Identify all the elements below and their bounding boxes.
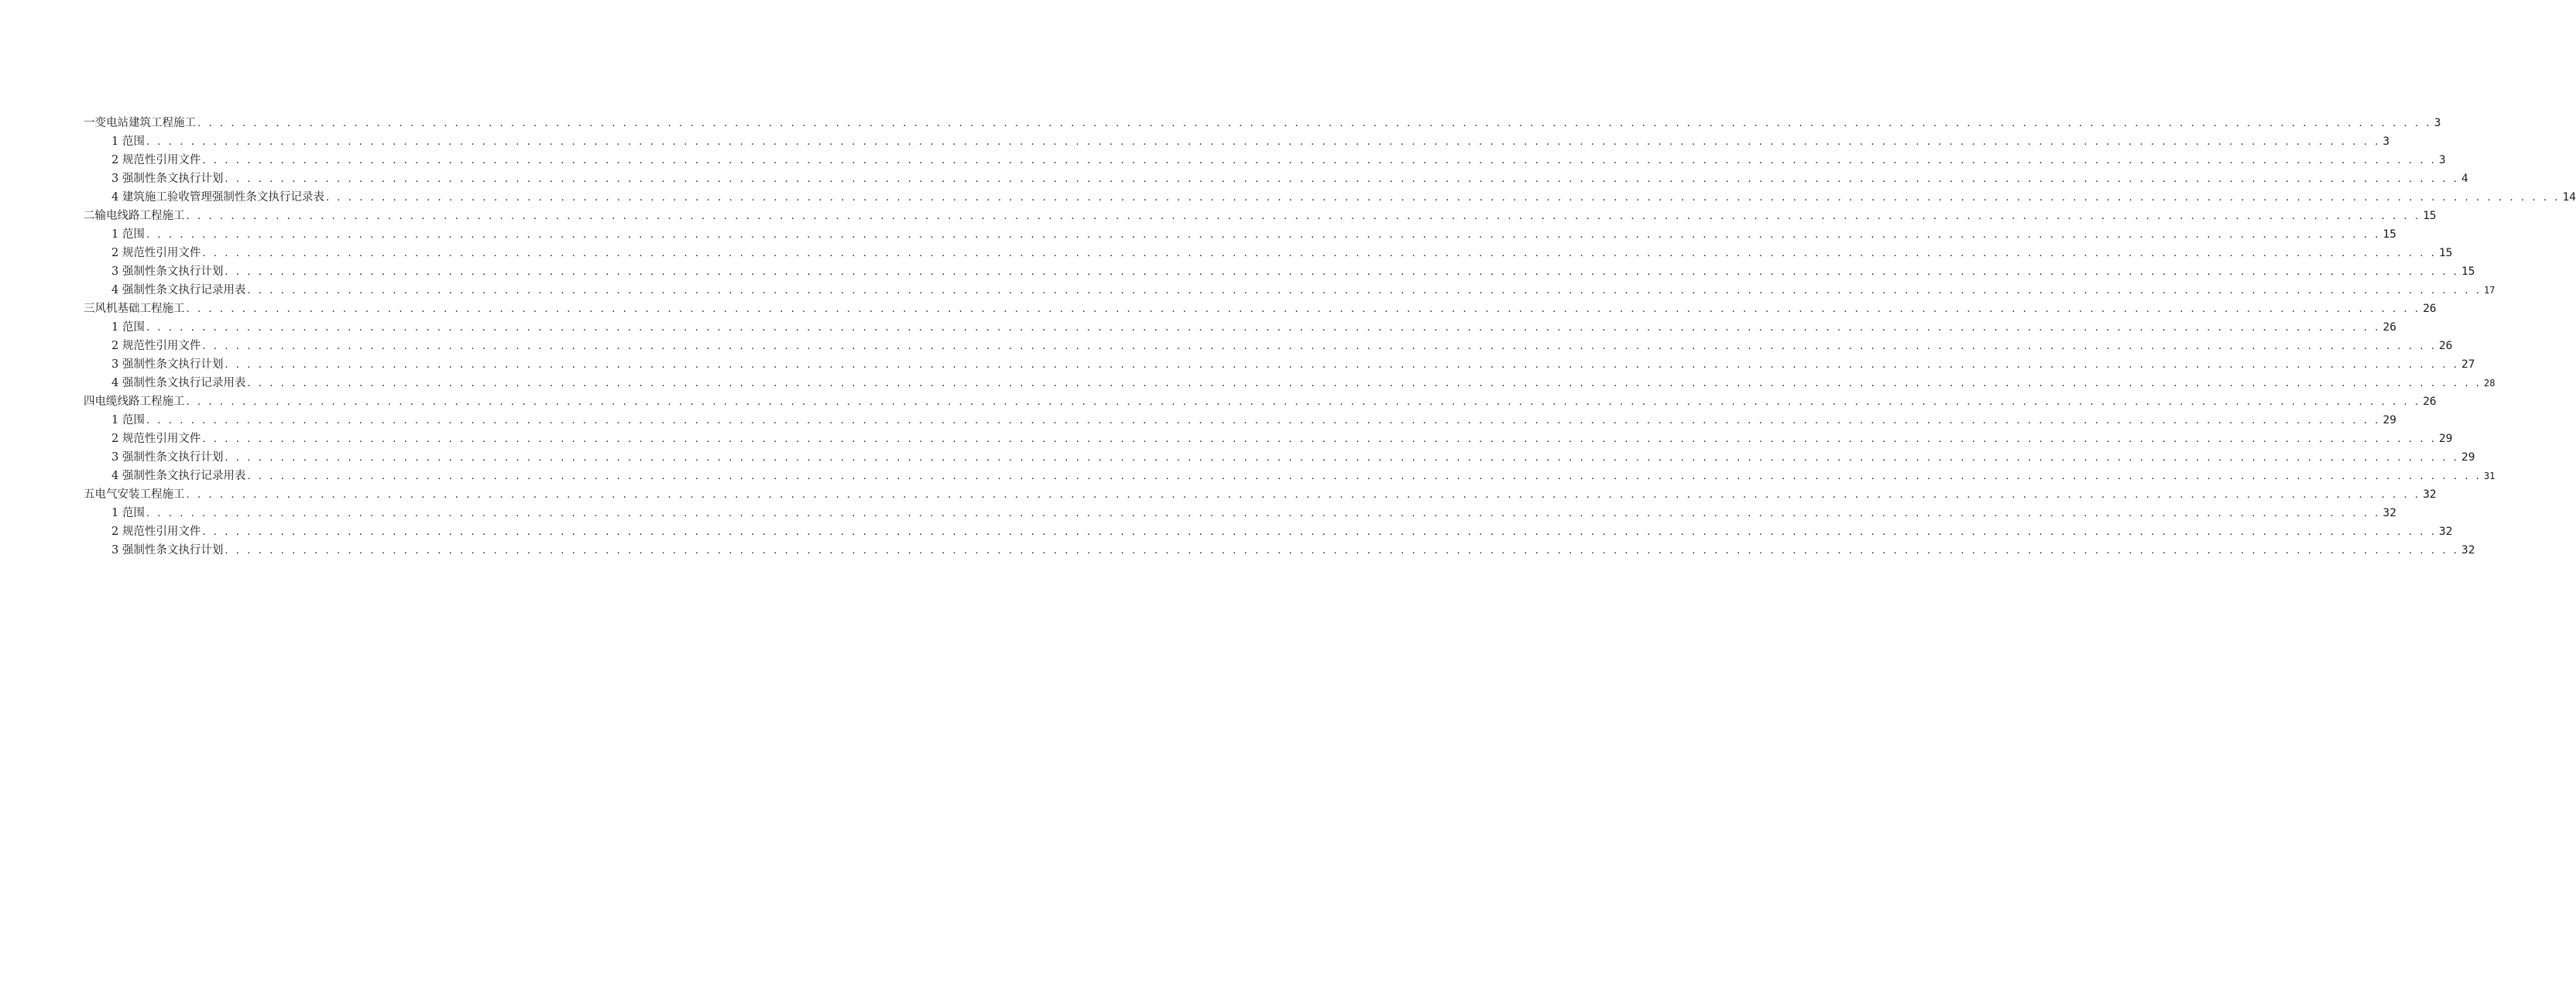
toc-subsection-entry[interactable] <box>84 355 2475 374</box>
toc-entry-title: 1 范围 <box>111 135 145 148</box>
dot-leader: . . . . . . . . . . . . . . . . . . . . . . . . . . . . . . . . . . . . . . . . . . . . . . . . . . . . . . . . . . . . . . . . . . . . . . . . . . . . . . . . . . . . . . . . . . . . . . . . . . . . . . . . . . . . . . . . . . . . . . . . . . . . . . . . . . . . . . . . . . . . . . . . . . . . . . . . . . . . . . . . . . . . . . . . . . . . . . . . . . . . . . . . . . . . . . . . . . . . . . . . <box>247 471 2482 482</box>
dot-leader: . . . . . . . . . . . . . . . . . . . . . . . . . . . . . . . . . . . . . . . . . . . . . . . . . . . . . . . . . . . . . . . . . . . . . . . . . . . . . . . . . . . . . . . . . . . . . . . . . . . . . . . . . . . . . . . . . . . . . . . . . . . . . . . . . . . . . . . . . . . . . . . . . . . . . . . . . . . . . . . . . . . . . . . . . . . . . . . . . . . . . . . . . . . . . . . . . . . . . . . . <box>202 155 2437 166</box>
toc-subsection-entry[interactable] <box>84 541 2475 560</box>
toc-subsection-entry[interactable] <box>84 225 2397 244</box>
toc-subsection-entry[interactable] <box>84 170 2468 188</box>
toc-subsection-entry[interactable] <box>84 244 2453 262</box>
dot-leader: . . . . . . . . . . . . . . . . . . . . . . . . . . . . . . . . . . . . . . . . . . . . . . . . . . . . . . . . . . . . . . . . . . . . . . . . . . . . . . . . . . . . . . . . . . . . . . . . . . . . . . . . . . . . . . . . . . . . . . . . . . . . . . . . . . . . . . . . . . . . . . . . . . . . . . . . . . . . . . . . . . . . . . . . . . . . . . . . . . . . . . . . . . . . . . . . . . . . . . . . <box>202 526 2437 538</box>
toc-subsection-entry[interactable] <box>84 188 2576 207</box>
toc-entry-title: 3 强制性条文执行计划 <box>111 265 224 278</box>
toc-page-number: 15 <box>2382 228 2397 241</box>
dot-leader: . . . . . . . . . . . . . . . . . . . . . . . . . . . . . . . . . . . . . . . . . . . . . . . . . . . . . . . . . . . . . . . . . . . . . . . . . . . . . . . . . . . . . . . . . . . . . . . . . . . . . . . . . . . . . . . . . . . . . . . . . . . . . . . . . . . . . . . . . . . . . . . . . . . . . . . . . . . . . . . . . . . . . . . . . . . . . . . . . . . . . . . . . . . . . . . . . . . . . . . . <box>202 248 2437 259</box>
toc-entry-title: 2 规范性引用文件 <box>111 154 201 166</box>
toc-page-number: 26 <box>2423 303 2437 315</box>
dot-leader: . . . . . . . . . . . . . . . . . . . . . . . . . . . . . . . . . . . . . . . . . . . . . . . . . . . . . . . . . . . . . . . . . . . . . . . . . . . . . . . . . . . . . . . . . . . . . . . . . . . . . . . . . . . . . . . . . . . . . . . . . . . . . . . . . . . . . . . . . . . . . . . . . . . . . . . . . . . . . . . . . . . . . . . . . . . . . . . . . . . . . . . . . . . . . . . . . . . . . . . . <box>146 229 2381 241</box>
dot-leader: . . . . . . . . . . . . . . . . . . . . . . . . . . . . . . . . . . . . . . . . . . . . . . . . . . . . . . . . . . . . . . . . . . . . . . . . . . . . . . . . . . . . . . . . . . . . . . . . . . . . . . . . . . . . . . . . . . . . . . . . . . . . . . . . . . . . . . . . . . . . . . . . . . . . . . . . . . . . . . . . . . . . . . . . . . . . . . . . . . . . . . . . . . . . . . . . . . . . . . . . <box>225 266 2460 278</box>
toc-page-number: 26 <box>2423 396 2437 408</box>
dot-leader: . . . . . . . . . . . . . . . . . . . . . . . . . . . . . . . . . . . . . . . . . . . . . . . . . . . . . . . . . . . . . . . . . . . . . . . . . . . . . . . . . . . . . . . . . . . . . . . . . . . . . . . . . . . . . . . . . . . . . . . . . . . . . . . . . . . . . . . . . . . . . . . . . . . . . . . . . . . . . . . . . . . . . . . . . . . . . . . . . . . . . . . . . . . . . . . . . . . . . . . . <box>202 433 2437 445</box>
dot-leader: . . . . . . . . . . . . . . . . . . . . . . . . . . . . . . . . . . . . . . . . . . . . . . . . . . . . . . . . . . . . . . . . . . . . . . . . . . . . . . . . . . . . . . . . . . . . . . . . . . . . . . . . . . . . . . . . . . . . . . . . . . . . . . . . . . . . . . . . . . . . . . . . . . . . . . . . . . . . . . . . . . . . . . . . . . . . . . . . . . . . . . . . . . . . . . . . . . . . . . . . <box>146 322 2381 334</box>
toc-entry-title: 1 范围 <box>111 414 145 426</box>
dot-leader: . . . . . . . . . . . . . . . . . . . . . . . . . . . . . . . . . . . . . . . . . . . . . . . . . . . . . . . . . . . . . . . . . . . . . . . . . . . . . . . . . . . . . . . . . . . . . . . . . . . . . . . . . . . . . . . . . . . . . . . . . . . . . . . . . . . . . . . . . . . . . . . . . . . . . . . . . . . . . . . . . . . . . . . . . . . . . . . . . . . . . . . . . . . . . . . . . . . . . . . . <box>325 192 2561 204</box>
toc-entry-title: 3 强制性条文执行计划 <box>111 544 224 557</box>
toc-page-number: 4 <box>2461 173 2468 185</box>
toc-subsection-entry[interactable] <box>84 151 2446 170</box>
toc-page-number: 32 <box>2461 544 2475 557</box>
dot-leader: . . . . . . . . . . . . . . . . . . . . . . . . . . . . . . . . . . . . . . . . . . . . . . . . . . . . . . . . . . . . . . . . . . . . . . . . . . . . . . . . . . . . . . . . . . . . . . . . . . . . . . . . . . . . . . . . . . . . . . . . . . . . . . . . . . . . . . . . . . . . . . . . . . . . . . . . . . . . . . . . . . . . . . . . . . . . . . . . . . . . . . . . . . . . . . . . . . . . . . . . <box>202 341 2437 352</box>
toc-entry-title: 1 范围 <box>111 507 145 519</box>
toc-entry-title: 2 规范性引用文件 <box>111 526 201 538</box>
toc-entry-title: 4 强制性条文执行记录用表 <box>111 284 246 296</box>
toc-page-number: 3 <box>2382 135 2390 148</box>
toc-page-number: 29 <box>2439 433 2453 445</box>
toc-entry-title: 4 强制性条文执行记录用表 <box>111 377 246 389</box>
dot-leader: . . . . . . . . . . . . . . . . . . . . . . . . . . . . . . . . . . . . . . . . . . . . . . . . . . . . . . . . . . . . . . . . . . . . . . . . . . . . . . . . . . . . . . . . . . . . . . . . . . . . . . . . . . . . . . . . . . . . . . . . . . . . . . . . . . . . . . . . . . . . . . . . . . . . . . . . . . . . . . . . . . . . . . . . . . . . . . . . . . . . . . . . . . . . . . . . . . . . . . . . <box>225 452 2460 464</box>
dot-leader: . . . . . . . . . . . . . . . . . . . . . . . . . . . . . . . . . . . . . . . . . . . . . . . . . . . . . . . . . . . . . . . . . . . . . . . . . . . . . . . . . . . . . . . . . . . . . . . . . . . . . . . . . . . . . . . . . . . . . . . . . . . . . . . . . . . . . . . . . . . . . . . . . . . . . . . . . . . . . . . . . . . . . . . . . . . . . . . . . . . . . . . . . . . . . . . . . . . . . . . . <box>186 489 2421 501</box>
toc-section-entry[interactable] <box>84 392 2437 411</box>
toc-page-number: 14 <box>2562 191 2576 204</box>
toc-subsection-entry[interactable] <box>84 318 2397 337</box>
dot-leader: . . . . . . . . . . . . . . . . . . . . . . . . . . . . . . . . . . . . . . . . . . . . . . . . . . . . . . . . . . . . . . . . . . . . . . . . . . . . . . . . . . . . . . . . . . . . . . . . . . . . . . . . . . . . . . . . . . . . . . . . . . . . . . . . . . . . . . . . . . . . . . . . . . . . . . . . . . . . . . . . . . . . . . . . . . . . . . . . . . . . . . . . . . . . . . . . . . . . . . . . <box>247 378 2482 389</box>
dot-leader: . . . . . . . . . . . . . . . . . . . . . . . . . . . . . . . . . . . . . . . . . . . . . . . . . . . . . . . . . . . . . . . . . . . . . . . . . . . . . . . . . . . . . . . . . . . . . . . . . . . . . . . . . . . . . . . . . . . . . . . . . . . . . . . . . . . . . . . . . . . . . . . . . . . . . . . . . . . . . . . . . . . . . . . . . . . . . . . . . . . . . . . . . . . . . . . . . . . . . . . . <box>225 359 2460 371</box>
toc-entry-title: 2 规范性引用文件 <box>111 247 201 259</box>
toc-page-number: 32 <box>2423 488 2437 501</box>
toc-entry-title: 3 强制性条文执行计划 <box>111 358 224 371</box>
dot-leader: . . . . . . . . . . . . . . . . . . . . . . . . . . . . . . . . . . . . . . . . . . . . . . . . . . . . . . . . . . . . . . . . . . . . . . . . . . . . . . . . . . . . . . . . . . . . . . . . . . . . . . . . . . . . . . . . . . . . . . . . . . . . . . . . . . . . . . . . . . . . . . . . . . . . . . . . . . . . . . . . . . . . . . . . . . . . . . . . . . . . . . . . . . . . . . . . . . . . . . . . <box>186 303 2421 315</box>
toc-page-number: 3 <box>2439 154 2446 166</box>
toc-entry-title: 3 强制性条文执行计划 <box>111 451 224 464</box>
toc-entry-title: 四电缆线路工程施工 <box>84 396 185 408</box>
toc-entry-title: 2 规范性引用文件 <box>111 433 201 445</box>
toc-page-number: 15 <box>2423 210 2437 222</box>
toc-entry-title: 二输电线路工程施工 <box>84 210 185 222</box>
dot-leader: . . . . . . . . . . . . . . . . . . . . . . . . . . . . . . . . . . . . . . . . . . . . . . . . . . . . . . . . . . . . . . . . . . . . . . . . . . . . . . . . . . . . . . . . . . . . . . . . . . . . . . . . . . . . . . . . . . . . . . . . . . . . . . . . . . . . . . . . . . . . . . . . . . . . . . . . . . . . . . . . . . . . . . . . . . . . . . . . . . . . . . . . . . . . . . . . . . . . . . . . <box>146 415 2381 426</box>
toc-page-number: 32 <box>2439 526 2453 538</box>
toc-subsection-entry[interactable] <box>84 467 2495 485</box>
toc-entry-title: 2 规范性引用文件 <box>111 340 201 352</box>
toc-entry-title: 4 强制性条文执行记录用表 <box>111 470 246 482</box>
dot-leader: . . . . . . . . . . . . . . . . . . . . . . . . . . . . . . . . . . . . . . . . . . . . . . . . . . . . . . . . . . . . . . . . . . . . . . . . . . . . . . . . . . . . . . . . . . . . . . . . . . . . . . . . . . . . . . . . . . . . . . . . . . . . . . . . . . . . . . . . . . . . . . . . . . . . . . . . . . . . . . . . . . . . . . . . . . . . . . . . . . . . . . . . . . . . . . . . . . . . . . . . <box>247 285 2482 296</box>
toc-page-number: 31 <box>2484 471 2495 481</box>
dot-leader: . . . . . . . . . . . . . . . . . . . . . . . . . . . . . . . . . . . . . . . . . . . . . . . . . . . . . . . . . . . . . . . . . . . . . . . . . . . . . . . . . . . . . . . . . . . . . . . . . . . . . . . . . . . . . . . . . . . . . . . . . . . . . . . . . . . . . . . . . . . . . . . . . . . . . . . . . . . . . . . . . . . . . . . . . . . . . . . . . . . . . . . . . . . . . . . . . . . . . . . . <box>197 118 2432 129</box>
toc-page-number: 29 <box>2461 451 2475 464</box>
toc-page-number: 26 <box>2382 321 2397 334</box>
dot-leader: . . . . . . . . . . . . . . . . . . . . . . . . . . . . . . . . . . . . . . . . . . . . . . . . . . . . . . . . . . . . . . . . . . . . . . . . . . . . . . . . . . . . . . . . . . . . . . . . . . . . . . . . . . . . . . . . . . . . . . . . . . . . . . . . . . . . . . . . . . . . . . . . . . . . . . . . . . . . . . . . . . . . . . . . . . . . . . . . . . . . . . . . . . . . . . . . . . . . . . . . <box>146 508 2381 519</box>
toc-section-entry[interactable] <box>84 485 2437 504</box>
dot-leader: . . . . . . . . . . . . . . . . . . . . . . . . . . . . . . . . . . . . . . . . . . . . . . . . . . . . . . . . . . . . . . . . . . . . . . . . . . . . . . . . . . . . . . . . . . . . . . . . . . . . . . . . . . . . . . . . . . . . . . . . . . . . . . . . . . . . . . . . . . . . . . . . . . . . . . . . . . . . . . . . . . . . . . . . . . . . . . . . . . . . . . . . . . . . . . . . . . . . . . . . <box>186 396 2421 408</box>
dot-leader: . . . . . . . . . . . . . . . . . . . . . . . . . . . . . . . . . . . . . . . . . . . . . . . . . . . . . . . . . . . . . . . . . . . . . . . . . . . . . . . . . . . . . . . . . . . . . . . . . . . . . . . . . . . . . . . . . . . . . . . . . . . . . . . . . . . . . . . . . . . . . . . . . . . . . . . . . . . . . . . . . . . . . . . . . . . . . . . . . . . . . . . . . . . . . . . . . . . . . . . . <box>146 136 2381 148</box>
toc-page-number: 29 <box>2382 414 2397 426</box>
toc-subsection-entry[interactable] <box>84 430 2453 448</box>
toc-subsection-entry[interactable] <box>84 374 2495 392</box>
toc-subsection-entry[interactable] <box>84 132 2390 151</box>
dot-leader: . . . . . . . . . . . . . . . . . . . . . . . . . . . . . . . . . . . . . . . . . . . . . . . . . . . . . . . . . . . . . . . . . . . . . . . . . . . . . . . . . . . . . . . . . . . . . . . . . . . . . . . . . . . . . . . . . . . . . . . . . . . . . . . . . . . . . . . . . . . . . . . . . . . . . . . . . . . . . . . . . . . . . . . . . . . . . . . . . . . . . . . . . . . . . . . . . . . . . . . . <box>225 173 2460 185</box>
toc-entry-title: 1 范围 <box>111 228 145 241</box>
toc-page-number: 28 <box>2484 378 2495 389</box>
toc-subsection-entry[interactable] <box>84 281 2495 300</box>
toc-page-number: 27 <box>2461 358 2475 371</box>
toc-subsection-entry[interactable] <box>84 411 2397 430</box>
toc-subsection-entry[interactable] <box>84 504 2397 522</box>
toc-entry-title: 三风机基础工程施工 <box>84 303 185 315</box>
toc-section-entry[interactable] <box>84 207 2437 225</box>
toc-subsection-entry[interactable] <box>84 522 2453 541</box>
toc-entry-title: 3 强制性条文执行计划 <box>111 173 224 185</box>
toc-page-number: 3 <box>2434 117 2441 129</box>
toc-page-number: 15 <box>2439 247 2453 259</box>
toc-entry-title: 五电气安装工程施工 <box>84 488 185 501</box>
toc-page-number: 17 <box>2484 285 2495 296</box>
toc-section-entry[interactable] <box>84 300 2437 318</box>
toc-subsection-entry[interactable] <box>84 448 2475 467</box>
dot-leader: . . . . . . . . . . . . . . . . . . . . . . . . . . . . . . . . . . . . . . . . . . . . . . . . . . . . . . . . . . . . . . . . . . . . . . . . . . . . . . . . . . . . . . . . . . . . . . . . . . . . . . . . . . . . . . . . . . . . . . . . . . . . . . . . . . . . . . . . . . . . . . . . . . . . . . . . . . . . . . . . . . . . . . . . . . . . . . . . . . . . . . . . . . . . . . . . . . . . . . . . <box>225 545 2460 557</box>
toc-page-number: 32 <box>2382 507 2397 519</box>
toc-entry-title: 1 范围 <box>111 321 145 334</box>
toc-page-number: 26 <box>2439 340 2453 352</box>
toc-section-entry[interactable] <box>84 114 2441 132</box>
toc-subsection-entry[interactable] <box>84 262 2475 281</box>
toc-page-number: 15 <box>2461 265 2475 278</box>
toc-entry-title: 4 建筑施工验收管理强制性条文执行记录表 <box>111 191 324 204</box>
dot-leader: . . . . . . . . . . . . . . . . . . . . . . . . . . . . . . . . . . . . . . . . . . . . . . . . . . . . . . . . . . . . . . . . . . . . . . . . . . . . . . . . . . . . . . . . . . . . . . . . . . . . . . . . . . . . . . . . . . . . . . . . . . . . . . . . . . . . . . . . . . . . . . . . . . . . . . . . . . . . . . . . . . . . . . . . . . . . . . . . . . . . . . . . . . . . . . . . . . . . . . . . <box>186 211 2421 222</box>
toc-subsection-entry[interactable] <box>84 337 2453 355</box>
toc-entry-title: 一变电站建筑工程施工 <box>84 117 196 129</box>
table-of-contents <box>84 114 2576 560</box>
